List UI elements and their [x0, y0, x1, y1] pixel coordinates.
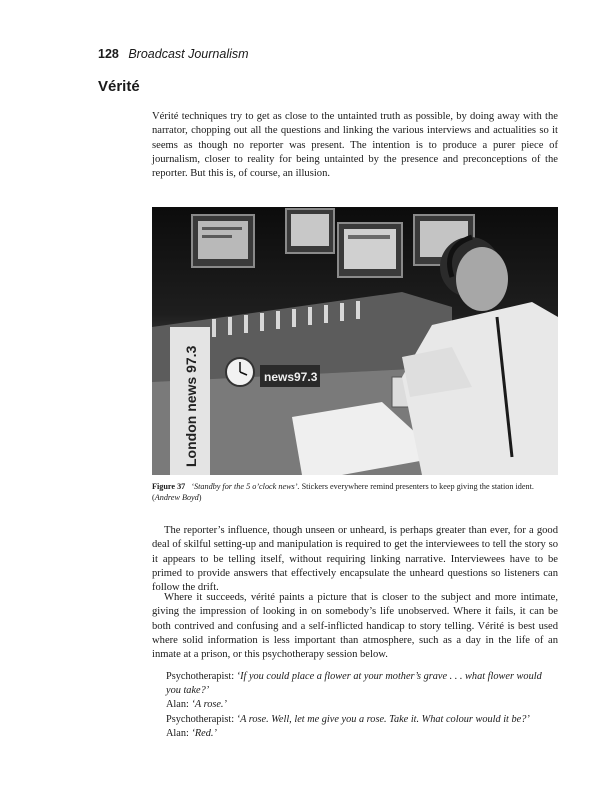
speaker: Psychotherapist:: [166, 671, 235, 682]
running-title: Broadcast Journalism: [128, 47, 249, 61]
speech: ‘A rose. Well, let me give you a rose. Take it. What colour would it be?’: [236, 713, 530, 725]
dialogue-line: [166, 670, 558, 698]
sticker-dial-text: news97.3: [264, 370, 318, 384]
caption-text: Stickers everywhere remind presenters to keep giving the station ident. (: [152, 482, 534, 502]
monitor-left: [192, 215, 254, 267]
sticker-vertical-text: London news 97.3: [183, 345, 199, 467]
running-header: [98, 47, 249, 61]
monitor-center: [286, 209, 334, 253]
figure-caption: [152, 481, 558, 503]
figure-label: Figure 37: [152, 482, 186, 491]
speaker: Alan:: [166, 699, 189, 711]
dialogue-line: [166, 727, 558, 741]
speaker: Alan:: [166, 727, 189, 739]
speech: ‘Red.’: [191, 727, 217, 739]
caption-close: ): [198, 493, 202, 502]
speech: ‘If you could place a flower at your mother’s grave . . . what flower would you take?’: [166, 671, 542, 697]
body-paragraph-1: Vérité techniques try to get as close to the untainted truth as possible, by doing away with the narrator, chopping out all the questions and linking the various interviews and actualities so it seems as though no reporter was present. The intention is to produce a purer piece of journalism, closer to reality for being untainted by the presence and preconceptions of the reporter. But this is, of course, an illusion.: [152, 111, 558, 180]
monitor-right-1: [338, 223, 402, 277]
studio-photo-illustration: [152, 207, 558, 475]
figure-photo: [152, 207, 558, 475]
presenter-figure: [402, 237, 558, 475]
dialogue-line: [166, 713, 558, 727]
photo-credit: Andrew Boyd: [154, 493, 199, 502]
speech: ‘A rose.’: [191, 699, 227, 711]
caption-quote: ‘Standby for the 5 o’clock news’.: [191, 482, 300, 491]
speaker: Psychotherapist:: [166, 713, 235, 725]
body-paragraph-3: Where it succeeds, vérité paints a picture that is closer to the subject and more intimate, giving the impression of looking in on somebody’s life unobserved. Where it fails, it can be both contrived and confusing and a self-inflicted handicap to story telling. Vérité is best used where solid information is less important than atmosphere, such as a day in the life of an inmate at a prison, or this psychotherapy session below.: [152, 592, 558, 661]
body-paragraph-2: The reporter’s influence, though unseen or unheard, is perhaps greater than ever, for a good deal of skilful setting-up and manipulation is required to get the interviewees to tell the story so it appears to be telling itself, without requiring linking narrative. Interviewees have to be primed to provide answers that effectively encapsulate the unheard questions so listeners can follow the drift.: [152, 525, 558, 594]
section-title: Vérité: [98, 78, 140, 95]
page-number: 128: [98, 47, 119, 61]
dialogue-block: [166, 670, 558, 741]
dialogue-line: [166, 698, 558, 712]
